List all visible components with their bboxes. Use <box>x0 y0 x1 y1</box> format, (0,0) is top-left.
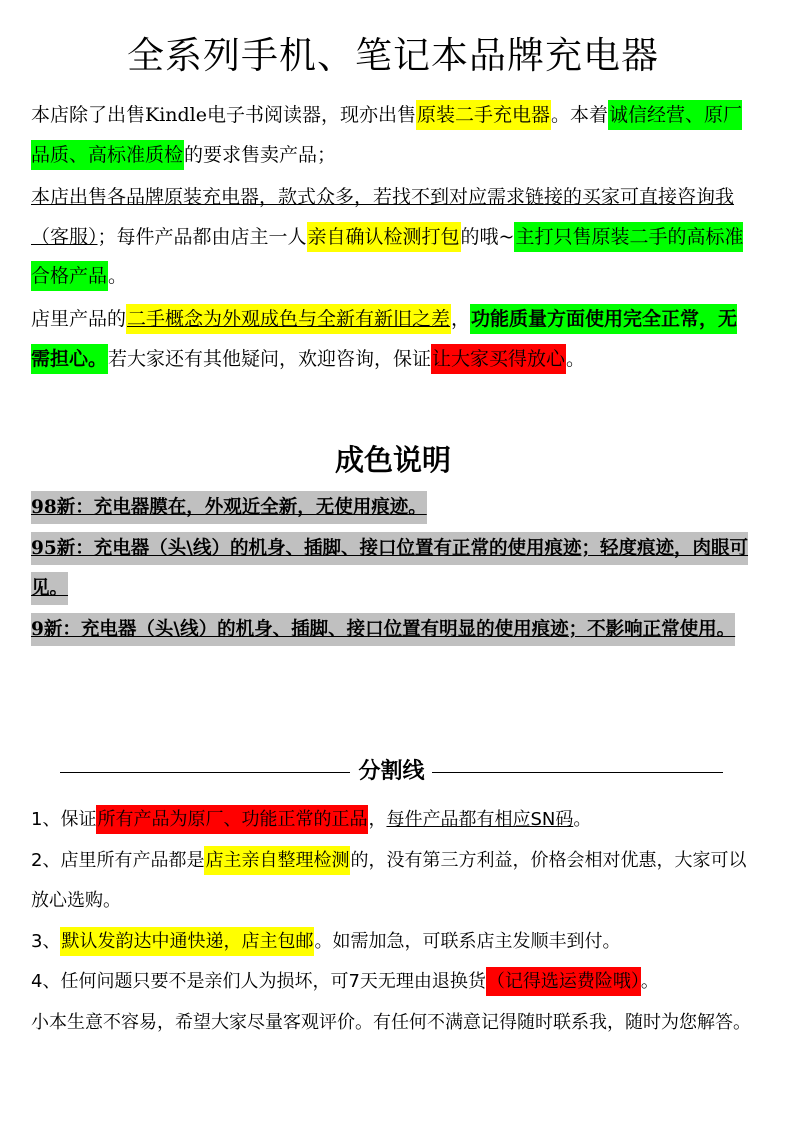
sn-code-note: 每件产品都有相应SN码 <box>386 809 574 830</box>
highlight-function-normal: 功能质量方面使用完全正常，无需担心。 <box>31 304 737 374</box>
highlight-insurance: （记得选运费险哦） <box>486 967 641 996</box>
highlight-used-chargers: 原装二手充电器 <box>416 100 551 130</box>
intro-text: 。本着 <box>551 104 609 126</box>
condition-heading: 成色说明 <box>334 443 451 477</box>
intro-text: 店里产品的 <box>31 308 127 330</box>
intro-paragraph-2 <box>31 178 753 297</box>
intro-paragraph-1 <box>31 96 753 175</box>
intro-text: ， <box>451 308 471 330</box>
highlight-buy-confidence: 让大家买得放心 <box>431 344 566 374</box>
highlight-appearance-note: 二手概念为外观成色与全新有新旧之差 <box>126 304 451 334</box>
notes-list <box>31 800 755 1044</box>
divider-label: 分割线 <box>358 759 425 784</box>
highlight-owner-check: 店主亲自整理检测 <box>204 846 350 875</box>
intro-text: 的要求售卖产品； <box>184 143 337 166</box>
note-item-4: 4、任何问题只要不是亲们人为损坏，可7天无理由退换货（记得选运费险哦）。 <box>31 962 755 1003</box>
note-item-1: 1、保证所有产品为原厂、功能正常的正品，每件产品都有相应SN码。 <box>31 800 755 841</box>
note-item-2: 2、店里所有产品都是店主亲自整理检测的，没有第三方利益，价格会相对优惠，大家可以放心选购。 <box>31 841 755 922</box>
intro-text: 本店除了出售Kindle电子书阅读器，现亦出售 <box>31 104 416 126</box>
intro-text: ；每件产品都由店主一人 <box>97 225 307 248</box>
highlight-genuine: 所有产品为原厂、功能正常的正品 <box>96 805 368 834</box>
intro-text: 。 <box>566 347 586 370</box>
closing-note: 小本生意不容易，希望大家尽量客观评价。有任何不满意记得随时联系我，随时为您解答。 <box>31 1011 751 1033</box>
note-item-3: 3、默认发韵达中通快递，店主包邮。如需加急，可联系店主发顺丰到付。 <box>31 922 755 963</box>
highlight-original-only: 主打只售原装二手的高标准合格产品 <box>31 222 743 292</box>
condition-item-95: 95新：充电器（头\线）的机身、插脚、接口位置有正常的使用痕迹；轻度痕迹，肉眼可见。 <box>31 529 755 609</box>
section-divider <box>60 752 723 792</box>
intro-text: 。 <box>108 265 128 287</box>
highlight-shipping: 默认发韵达中通快递，店主包邮 <box>60 927 314 956</box>
intro-text: 若大家还有其他疑问，欢迎咨询，保证 <box>108 347 432 370</box>
condition-item-90: 9新：充电器（头\线）的机身、插脚、接口位置有明显的使用痕迹；不影响正常使用。 <box>31 610 755 650</box>
intro-contact-text: 本店出售各品牌原装充电器，款式众多，若找不到对应需求链接的买家可直接咨询我（客服） <box>31 186 735 248</box>
highlight-quality-principles: 诚信经营、原厂品质、高标准质检 <box>31 100 742 170</box>
intro-text: 的哦~ <box>460 225 515 248</box>
highlight-personal-check: 亲自确认检测打包 <box>307 222 461 252</box>
condition-item-98: 98新：充电器膜在，外观近全新，无使用痕迹。 <box>31 488 755 528</box>
intro-paragraph-3 <box>31 300 753 379</box>
page-title: 全系列手机、笔记本品牌充电器 <box>127 34 659 77</box>
